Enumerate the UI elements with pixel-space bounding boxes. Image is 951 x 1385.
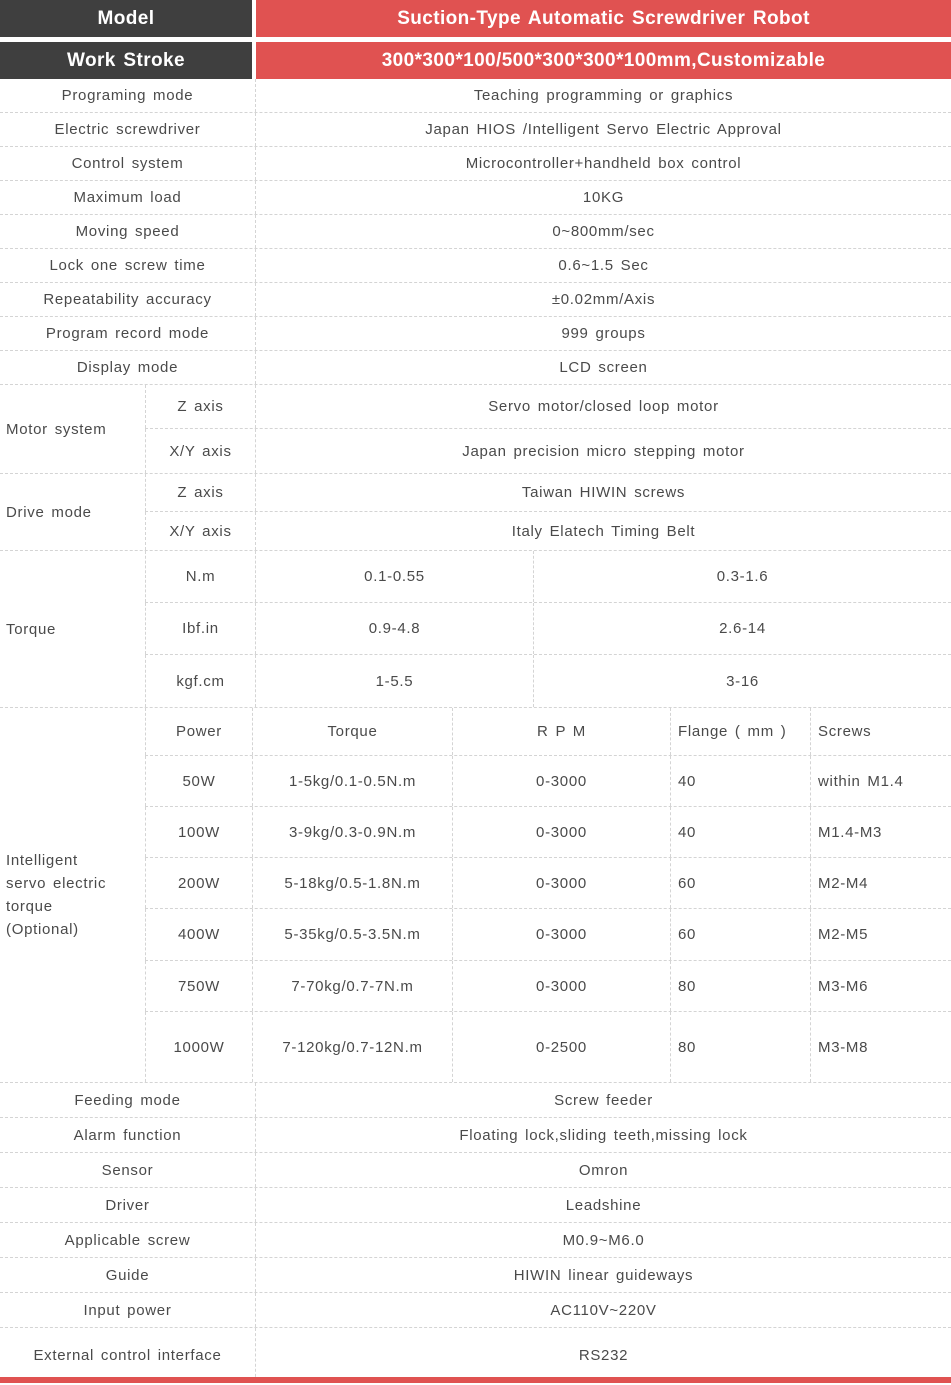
work-stroke-header-label: Work Stroke	[0, 42, 252, 79]
servo-rpm-cell: 0-3000	[452, 807, 670, 857]
torque-row-nm	[145, 551, 951, 603]
spec-row-repeatability-accuracy	[0, 283, 951, 317]
spec-row-maximum-load	[0, 181, 951, 215]
servo-row-100w	[145, 807, 951, 858]
torque-value-2: 3-16	[533, 655, 951, 707]
model-header-value: Suction-Type Automatic Screwdriver Robot	[256, 0, 951, 37]
spec-value: Teaching programming or graphics	[255, 79, 951, 112]
servo-rpm-cell: 0-3000	[452, 858, 670, 908]
spec-row-external-control-interface	[0, 1328, 951, 1382]
spec-value: Microcontroller+handheld box control	[255, 147, 951, 180]
section-label: Drive mode	[6, 503, 92, 521]
section-motor-system	[0, 385, 951, 474]
spec-label: External control interface	[33, 1346, 222, 1364]
servo-header-row	[145, 708, 951, 756]
servo-torque-cell: 7-70kg/0.7-7N.m	[252, 961, 452, 1011]
servo-screws-cell: M3-M8	[810, 1012, 951, 1082]
sub-row-xy-axis	[145, 429, 951, 473]
sub-label: Z axis	[145, 474, 255, 511]
spec-label: Moving speed	[75, 223, 180, 240]
servo-col-header-flange: Flange ( mm )	[670, 708, 810, 755]
sub-value: Japan precision micro stepping motor	[255, 429, 951, 473]
spec-value: Omron	[255, 1153, 951, 1187]
spec-value: Japan HIOS /Intelligent Servo Electric Approval	[255, 113, 951, 146]
spec-label: Programing mode	[61, 87, 194, 104]
sub-row-xy-axis	[145, 512, 951, 550]
servo-flange-cell: 80	[670, 961, 810, 1011]
section-drive-mode	[0, 474, 951, 551]
servo-flange-cell: 60	[670, 909, 810, 960]
spec-label: Control system	[71, 155, 184, 172]
spec-label: Repeatability accuracy	[43, 291, 212, 308]
torque-value-2: 0.3-1.6	[533, 551, 951, 602]
spec-value: 0~800mm/sec	[255, 215, 951, 248]
servo-screws-cell: M1.4-M3	[810, 807, 951, 857]
servo-col-header-power: Power	[145, 708, 252, 755]
section-label: Intelligent servo electric torque (Optional)	[6, 852, 107, 938]
servo-col-header-rpm: R P M	[452, 708, 670, 755]
spec-value: LCD screen	[255, 351, 951, 384]
sub-label: Z axis	[145, 385, 255, 428]
spec-label: Driver	[105, 1196, 150, 1214]
spec-label: Guide	[105, 1266, 150, 1284]
sub-row-z-axis	[145, 385, 951, 429]
spec-label: Feeding mode	[74, 1091, 181, 1109]
spec-label: Applicable screw	[64, 1231, 191, 1249]
model-header-label: Model	[0, 0, 252, 37]
servo-power-cell: 400W	[145, 909, 252, 960]
servo-rpm-cell: 0-2500	[452, 1012, 670, 1082]
servo-torque-cell: 3-9kg/0.3-0.9N.m	[252, 807, 452, 857]
sub-label: X/Y axis	[145, 512, 255, 550]
model-header-row	[0, 0, 951, 37]
spec-value: 0.6~1.5 Sec	[255, 249, 951, 282]
section-torque	[0, 551, 951, 708]
servo-flange-cell: 60	[670, 858, 810, 908]
sub-value: Taiwan HIWIN screws	[255, 474, 951, 511]
servo-screws-cell: M3-M6	[810, 961, 951, 1011]
work-stroke-header-value: 300*300*100/500*300*300*100mm,Customizable	[256, 42, 951, 79]
torque-value-2: 2.6-14	[533, 603, 951, 654]
spec-row-driver	[0, 1188, 951, 1223]
section-servo-torque	[0, 708, 951, 1083]
servo-torque-cell: 1-5kg/0.1-0.5N.m	[252, 756, 452, 806]
spec-row-electric-screwdriver	[0, 113, 951, 147]
spec-value: Leadshine	[255, 1188, 951, 1222]
spec-label: Lock one screw time	[49, 257, 206, 274]
servo-screws-cell: M2-M4	[810, 858, 951, 908]
servo-torque-cell: 5-35kg/0.5-3.5N.m	[252, 909, 452, 960]
spec-row-sensor	[0, 1153, 951, 1188]
spec-label: Electric screwdriver	[54, 121, 201, 138]
spec-label: Sensor	[101, 1161, 154, 1179]
servo-row-200w	[145, 858, 951, 909]
spec-row-control-system	[0, 147, 951, 181]
work-stroke-header-row	[0, 42, 951, 79]
servo-rpm-cell: 0-3000	[452, 756, 670, 806]
servo-flange-cell: 40	[670, 807, 810, 857]
servo-power-cell: 50W	[145, 756, 252, 806]
torque-unit: kgf.cm	[145, 655, 255, 707]
servo-col-header-torque: Torque	[252, 708, 452, 755]
section-label: Motor system	[6, 420, 107, 438]
servo-rpm-cell: 0-3000	[452, 961, 670, 1011]
servo-col-header-screws: Screws	[810, 708, 951, 755]
spec-value: RS232	[255, 1328, 951, 1382]
torque-row-lbfin	[145, 603, 951, 655]
torque-unit: N.m	[145, 551, 255, 602]
spec-row-alarm-function	[0, 1118, 951, 1153]
section-label: Torque	[6, 620, 57, 638]
spec-row-moving-speed	[0, 215, 951, 249]
spec-row-applicable-screw	[0, 1223, 951, 1258]
spec-row-display-mode	[0, 351, 951, 385]
sub-value: Servo motor/closed loop motor	[255, 385, 951, 428]
servo-screws-cell: within M1.4	[810, 756, 951, 806]
spec-label: Input power	[83, 1301, 172, 1319]
spec-label: Program record mode	[45, 325, 210, 342]
servo-row-400w	[145, 909, 951, 961]
sub-label: X/Y axis	[145, 429, 255, 473]
spec-label: Alarm function	[73, 1126, 182, 1144]
torque-unit: Ibf.in	[145, 603, 255, 654]
torque-value-1: 0.1-0.55	[255, 551, 533, 602]
spec-label: Display mode	[76, 359, 179, 376]
spec-value: Screw feeder	[255, 1083, 951, 1117]
servo-torque-cell: 7-120kg/0.7-12N.m	[252, 1012, 452, 1082]
servo-row-50w	[145, 756, 951, 807]
spec-value: M0.9~M6.0	[255, 1223, 951, 1257]
spec-row-guide	[0, 1258, 951, 1293]
spec-value: 999 groups	[255, 317, 951, 350]
spec-row-feeding-mode	[0, 1083, 951, 1118]
servo-flange-cell: 80	[670, 1012, 810, 1082]
servo-row-1000w	[145, 1012, 951, 1082]
spec-row-programing-mode	[0, 79, 951, 113]
spec-value: HIWIN linear guideways	[255, 1258, 951, 1292]
torque-value-1: 0.9-4.8	[255, 603, 533, 654]
servo-torque-cell: 5-18kg/0.5-1.8N.m	[252, 858, 452, 908]
servo-power-cell: 200W	[145, 858, 252, 908]
servo-screws-cell: M2-M5	[810, 909, 951, 960]
footer-accent-bar	[0, 1377, 951, 1383]
spec-label: Maximum load	[73, 189, 182, 206]
servo-flange-cell: 40	[670, 756, 810, 806]
spec-row-input-power	[0, 1293, 951, 1328]
spec-value: Floating lock,sliding teeth,missing lock	[255, 1118, 951, 1152]
sub-row-z-axis	[145, 474, 951, 512]
servo-rpm-cell: 0-3000	[452, 909, 670, 960]
torque-row-kgfcm	[145, 655, 951, 707]
spec-value: 10KG	[255, 181, 951, 214]
servo-power-cell: 1000W	[145, 1012, 252, 1082]
spec-row-lock-one-screw-time	[0, 249, 951, 283]
spec-value: AC110V~220V	[255, 1293, 951, 1327]
spec-value: ±0.02mm/Axis	[255, 283, 951, 316]
servo-power-cell: 100W	[145, 807, 252, 857]
torque-value-1: 1-5.5	[255, 655, 533, 707]
sub-value: Italy Elatech Timing Belt	[255, 512, 951, 550]
spec-row-program-record-mode	[0, 317, 951, 351]
servo-power-cell: 750W	[145, 961, 252, 1011]
servo-row-750w	[145, 961, 951, 1012]
